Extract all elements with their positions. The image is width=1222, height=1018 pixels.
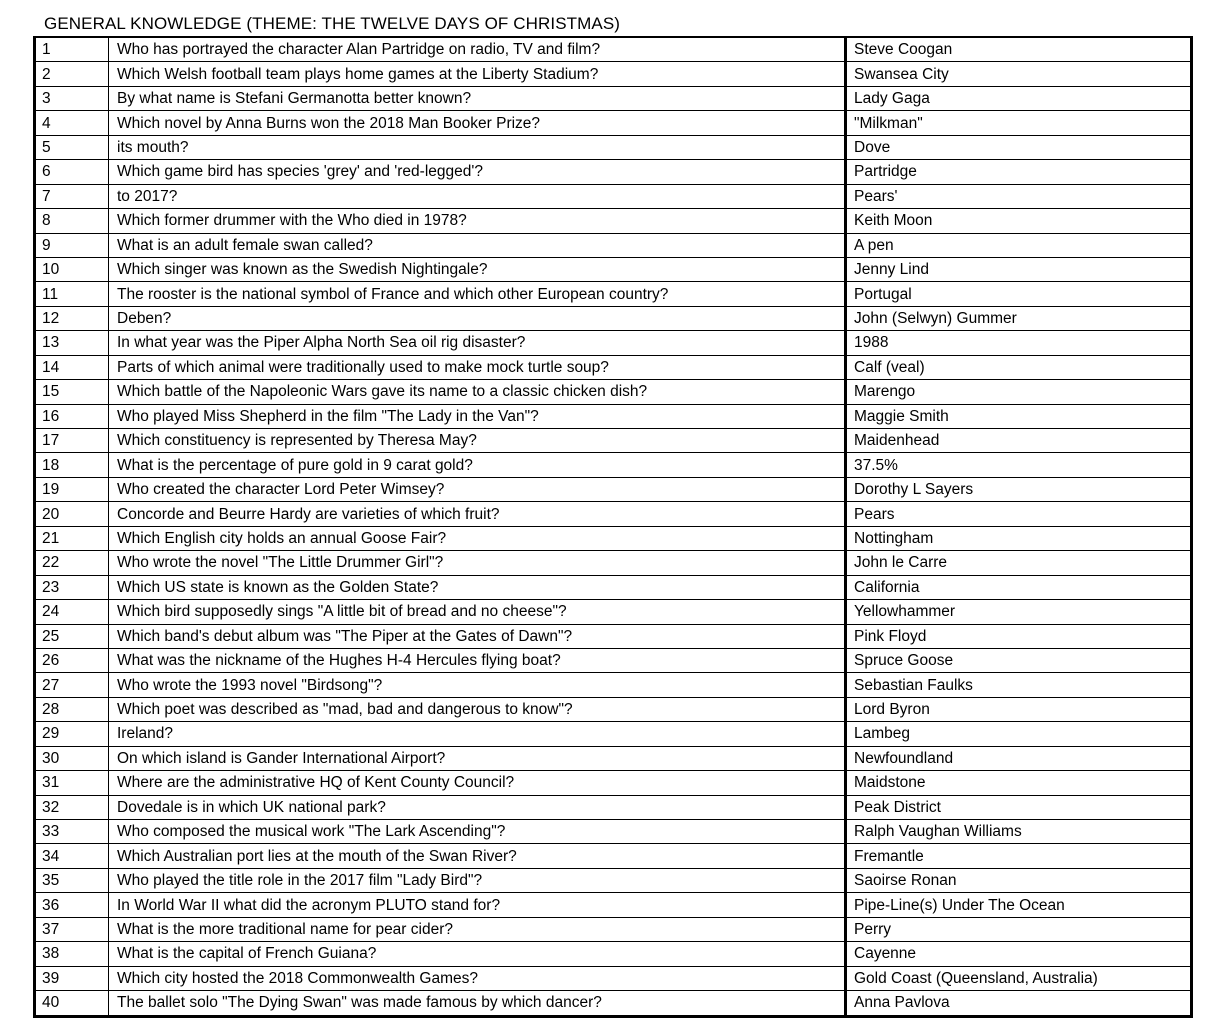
answer-text-cell: Maidenhead — [846, 429, 1192, 453]
question-number-cell: 12 — [35, 306, 109, 330]
question-text-cell: Deben? — [109, 306, 846, 330]
answer-text-cell: 1988 — [846, 331, 1192, 355]
answer-text-cell: "Milkman" — [846, 111, 1192, 135]
table-row — [35, 917, 1192, 941]
answer-text-cell: Lord Byron — [846, 697, 1192, 721]
table-row — [35, 184, 1192, 208]
question-number-cell: 21 — [35, 526, 109, 550]
question-text-cell: What was the nickname of the Hughes H-4 Hercules flying boat? — [109, 648, 846, 672]
question-text-cell: What is the capital of French Guiana? — [109, 942, 846, 966]
question-text-cell: Which band's debut album was "The Piper at the Gates of Dawn"? — [109, 624, 846, 648]
table-row — [35, 673, 1192, 697]
answer-text-cell: John le Carre — [846, 551, 1192, 575]
question-number-cell: 22 — [35, 551, 109, 575]
table-row — [35, 306, 1192, 330]
table-row — [35, 257, 1192, 281]
answer-text-cell: Dorothy L Sayers — [846, 477, 1192, 501]
question-text-cell: In World War II what did the acronym PLUTO stand for? — [109, 893, 846, 917]
table-row — [35, 746, 1192, 770]
table-row — [35, 86, 1192, 110]
question-text-cell: Who has portrayed the character Alan Partridge on radio, TV and film? — [109, 37, 846, 62]
question-number-cell: 18 — [35, 453, 109, 477]
answer-text-cell: Yellowhammer — [846, 600, 1192, 624]
question-number-cell: 37 — [35, 917, 109, 941]
answer-text-cell: Pears — [846, 502, 1192, 526]
answer-text-cell: Newfoundland — [846, 746, 1192, 770]
answer-text-cell: Maidstone — [846, 771, 1192, 795]
question-text-cell: Which former drummer with the Who died in 1978? — [109, 209, 846, 233]
answer-text-cell: California — [846, 575, 1192, 599]
table-row — [35, 722, 1192, 746]
question-text-cell: What is the more traditional name for pear cider? — [109, 917, 846, 941]
table-row — [35, 477, 1192, 501]
answer-text-cell: Cayenne — [846, 942, 1192, 966]
question-text-cell: Which bird supposedly sings "A little bit of bread and no cheese"? — [109, 600, 846, 624]
page-title: GENERAL KNOWLEDGE (THEME: THE TWELVE DAYS OF CHRISTMAS) — [44, 14, 621, 33]
question-number-cell: 32 — [35, 795, 109, 819]
table-row — [35, 429, 1192, 453]
answer-text-cell: Calf (veal) — [846, 355, 1192, 379]
question-number-cell: 26 — [35, 648, 109, 672]
table-row — [35, 331, 1192, 355]
table-row — [35, 551, 1192, 575]
question-text-cell: Who composed the musical work "The Lark Ascending"? — [109, 820, 846, 844]
table-row — [35, 893, 1192, 917]
table-row — [35, 526, 1192, 550]
answer-text-cell: Marengo — [846, 380, 1192, 404]
question-text-cell: Who created the character Lord Peter Wimsey? — [109, 477, 846, 501]
question-number-cell: 35 — [35, 868, 109, 892]
answer-text-cell: 37.5% — [846, 453, 1192, 477]
question-number-cell: 5 — [35, 135, 109, 159]
question-text-cell: Ireland? — [109, 722, 846, 746]
answer-text-cell: Perry — [846, 917, 1192, 941]
question-number-cell: 29 — [35, 722, 109, 746]
table-row — [35, 697, 1192, 721]
question-number-cell: 15 — [35, 380, 109, 404]
question-text-cell: On which island is Gander International Airport? — [109, 746, 846, 770]
question-number-cell: 17 — [35, 429, 109, 453]
table-row — [35, 600, 1192, 624]
answer-text-cell: Pears' — [846, 184, 1192, 208]
table-row — [35, 502, 1192, 526]
question-number-cell: 10 — [35, 257, 109, 281]
question-text-cell: Who wrote the 1993 novel "Birdsong"? — [109, 673, 846, 697]
answer-text-cell: Maggie Smith — [846, 404, 1192, 428]
question-number-cell: 8 — [35, 209, 109, 233]
table-row — [35, 453, 1192, 477]
answer-text-cell: Fremantle — [846, 844, 1192, 868]
table-row — [35, 160, 1192, 184]
question-number-cell: 38 — [35, 942, 109, 966]
question-number-cell: 40 — [35, 991, 109, 1016]
question-text-cell: The ballet solo "The Dying Swan" was made famous by which dancer? — [109, 991, 846, 1016]
question-text-cell: Concorde and Beurre Hardy are varieties of which fruit? — [109, 502, 846, 526]
answer-text-cell: Swansea City — [846, 62, 1192, 86]
table-row — [35, 795, 1192, 819]
table-row — [35, 380, 1192, 404]
answer-text-cell: A pen — [846, 233, 1192, 257]
question-number-cell: 7 — [35, 184, 109, 208]
question-text-cell: Which constituency is represented by Theresa May? — [109, 429, 846, 453]
question-number-cell: 33 — [35, 820, 109, 844]
question-number-cell: 6 — [35, 160, 109, 184]
answer-text-cell: Lambeg — [846, 722, 1192, 746]
question-text-cell: By what name is Stefani Germanotta better known? — [109, 86, 846, 110]
quiz-table — [33, 36, 1193, 1018]
question-number-cell: 36 — [35, 893, 109, 917]
question-text-cell: Which English city holds an annual Goose Fair? — [109, 526, 846, 550]
answer-text-cell: Saoirse Ronan — [846, 868, 1192, 892]
quiz-table-container — [33, 36, 1190, 1018]
question-number-cell: 9 — [35, 233, 109, 257]
question-number-cell: 14 — [35, 355, 109, 379]
table-row — [35, 111, 1192, 135]
answer-text-cell: Ralph Vaughan Williams — [846, 820, 1192, 844]
question-text-cell: Which poet was described as "mad, bad and dangerous to know"? — [109, 697, 846, 721]
answer-text-cell: Sebastian Faulks — [846, 673, 1192, 697]
question-text-cell: Who wrote the novel "The Little Drummer Girl"? — [109, 551, 846, 575]
question-number-cell: 16 — [35, 404, 109, 428]
table-row — [35, 648, 1192, 672]
table-row — [35, 355, 1192, 379]
question-number-cell: 27 — [35, 673, 109, 697]
answer-text-cell: Dove — [846, 135, 1192, 159]
quiz-table-body — [35, 37, 1192, 1016]
question-text-cell: its mouth? — [109, 135, 846, 159]
question-number-cell: 11 — [35, 282, 109, 306]
question-number-cell: 39 — [35, 966, 109, 990]
table-row — [35, 209, 1192, 233]
answer-text-cell: Lady Gaga — [846, 86, 1192, 110]
question-text-cell: In what year was the Piper Alpha North Sea oil rig disaster? — [109, 331, 846, 355]
table-row — [35, 966, 1192, 990]
question-number-cell: 28 — [35, 697, 109, 721]
question-text-cell: to 2017? — [109, 184, 846, 208]
table-row — [35, 37, 1192, 62]
table-row — [35, 942, 1192, 966]
question-text-cell: Which US state is known as the Golden State? — [109, 575, 846, 599]
question-text-cell: Who played Miss Shepherd in the film "The Lady in the Van"? — [109, 404, 846, 428]
table-row — [35, 62, 1192, 86]
question-number-cell: 1 — [35, 37, 109, 62]
question-number-cell: 13 — [35, 331, 109, 355]
question-text-cell: Which battle of the Napoleonic Wars gave its name to a classic chicken dish? — [109, 380, 846, 404]
question-text-cell: The rooster is the national symbol of France and which other European country? — [109, 282, 846, 306]
answer-text-cell: Steve Coogan — [846, 37, 1192, 62]
table-row — [35, 844, 1192, 868]
table-row — [35, 771, 1192, 795]
question-number-cell: 31 — [35, 771, 109, 795]
table-row — [35, 135, 1192, 159]
question-number-cell: 2 — [35, 62, 109, 86]
table-row — [35, 991, 1192, 1016]
question-number-cell: 34 — [35, 844, 109, 868]
table-row — [35, 868, 1192, 892]
question-number-cell: 30 — [35, 746, 109, 770]
table-row — [35, 575, 1192, 599]
answer-text-cell: Gold Coast (Queensland, Australia) — [846, 966, 1192, 990]
answer-text-cell: Partridge — [846, 160, 1192, 184]
table-row — [35, 820, 1192, 844]
question-number-cell: 19 — [35, 477, 109, 501]
table-row — [35, 404, 1192, 428]
table-row — [35, 282, 1192, 306]
question-number-cell: 3 — [35, 86, 109, 110]
question-number-cell: 24 — [35, 600, 109, 624]
answer-text-cell: Peak District — [846, 795, 1192, 819]
question-number-cell: 25 — [35, 624, 109, 648]
answer-text-cell: Spruce Goose — [846, 648, 1192, 672]
question-text-cell: Dovedale is in which UK national park? — [109, 795, 846, 819]
question-text-cell: What is an adult female swan called? — [109, 233, 846, 257]
answer-text-cell: John (Selwyn) Gummer — [846, 306, 1192, 330]
table-row — [35, 624, 1192, 648]
question-number-cell: 20 — [35, 502, 109, 526]
answer-text-cell: Portugal — [846, 282, 1192, 306]
question-text-cell: Which singer was known as the Swedish Nightingale? — [109, 257, 846, 281]
question-text-cell: Parts of which animal were traditionally used to make mock turtle soup? — [109, 355, 846, 379]
answer-text-cell: Jenny Lind — [846, 257, 1192, 281]
question-text-cell: Which novel by Anna Burns won the 2018 Man Booker Prize? — [109, 111, 846, 135]
answer-text-cell: Pipe-Line(s) Under The Ocean — [846, 893, 1192, 917]
answer-text-cell: Pink Floyd — [846, 624, 1192, 648]
question-text-cell: Who played the title role in the 2017 film "Lady Bird"? — [109, 868, 846, 892]
answer-text-cell: Keith Moon — [846, 209, 1192, 233]
question-text-cell: Which Australian port lies at the mouth of the Swan River? — [109, 844, 846, 868]
question-text-cell: Where are the administrative HQ of Kent County Council? — [109, 771, 846, 795]
question-number-cell: 23 — [35, 575, 109, 599]
question-text-cell: Which city hosted the 2018 Commonwealth Games? — [109, 966, 846, 990]
question-text-cell: What is the percentage of pure gold in 9 carat gold? — [109, 453, 846, 477]
answer-text-cell: Anna Pavlova — [846, 991, 1192, 1016]
question-number-cell: 4 — [35, 111, 109, 135]
table-row — [35, 233, 1192, 257]
question-text-cell: Which Welsh football team plays home games at the Liberty Stadium? — [109, 62, 846, 86]
answer-text-cell: Nottingham — [846, 526, 1192, 550]
question-text-cell: Which game bird has species 'grey' and 'red-legged'? — [109, 160, 846, 184]
